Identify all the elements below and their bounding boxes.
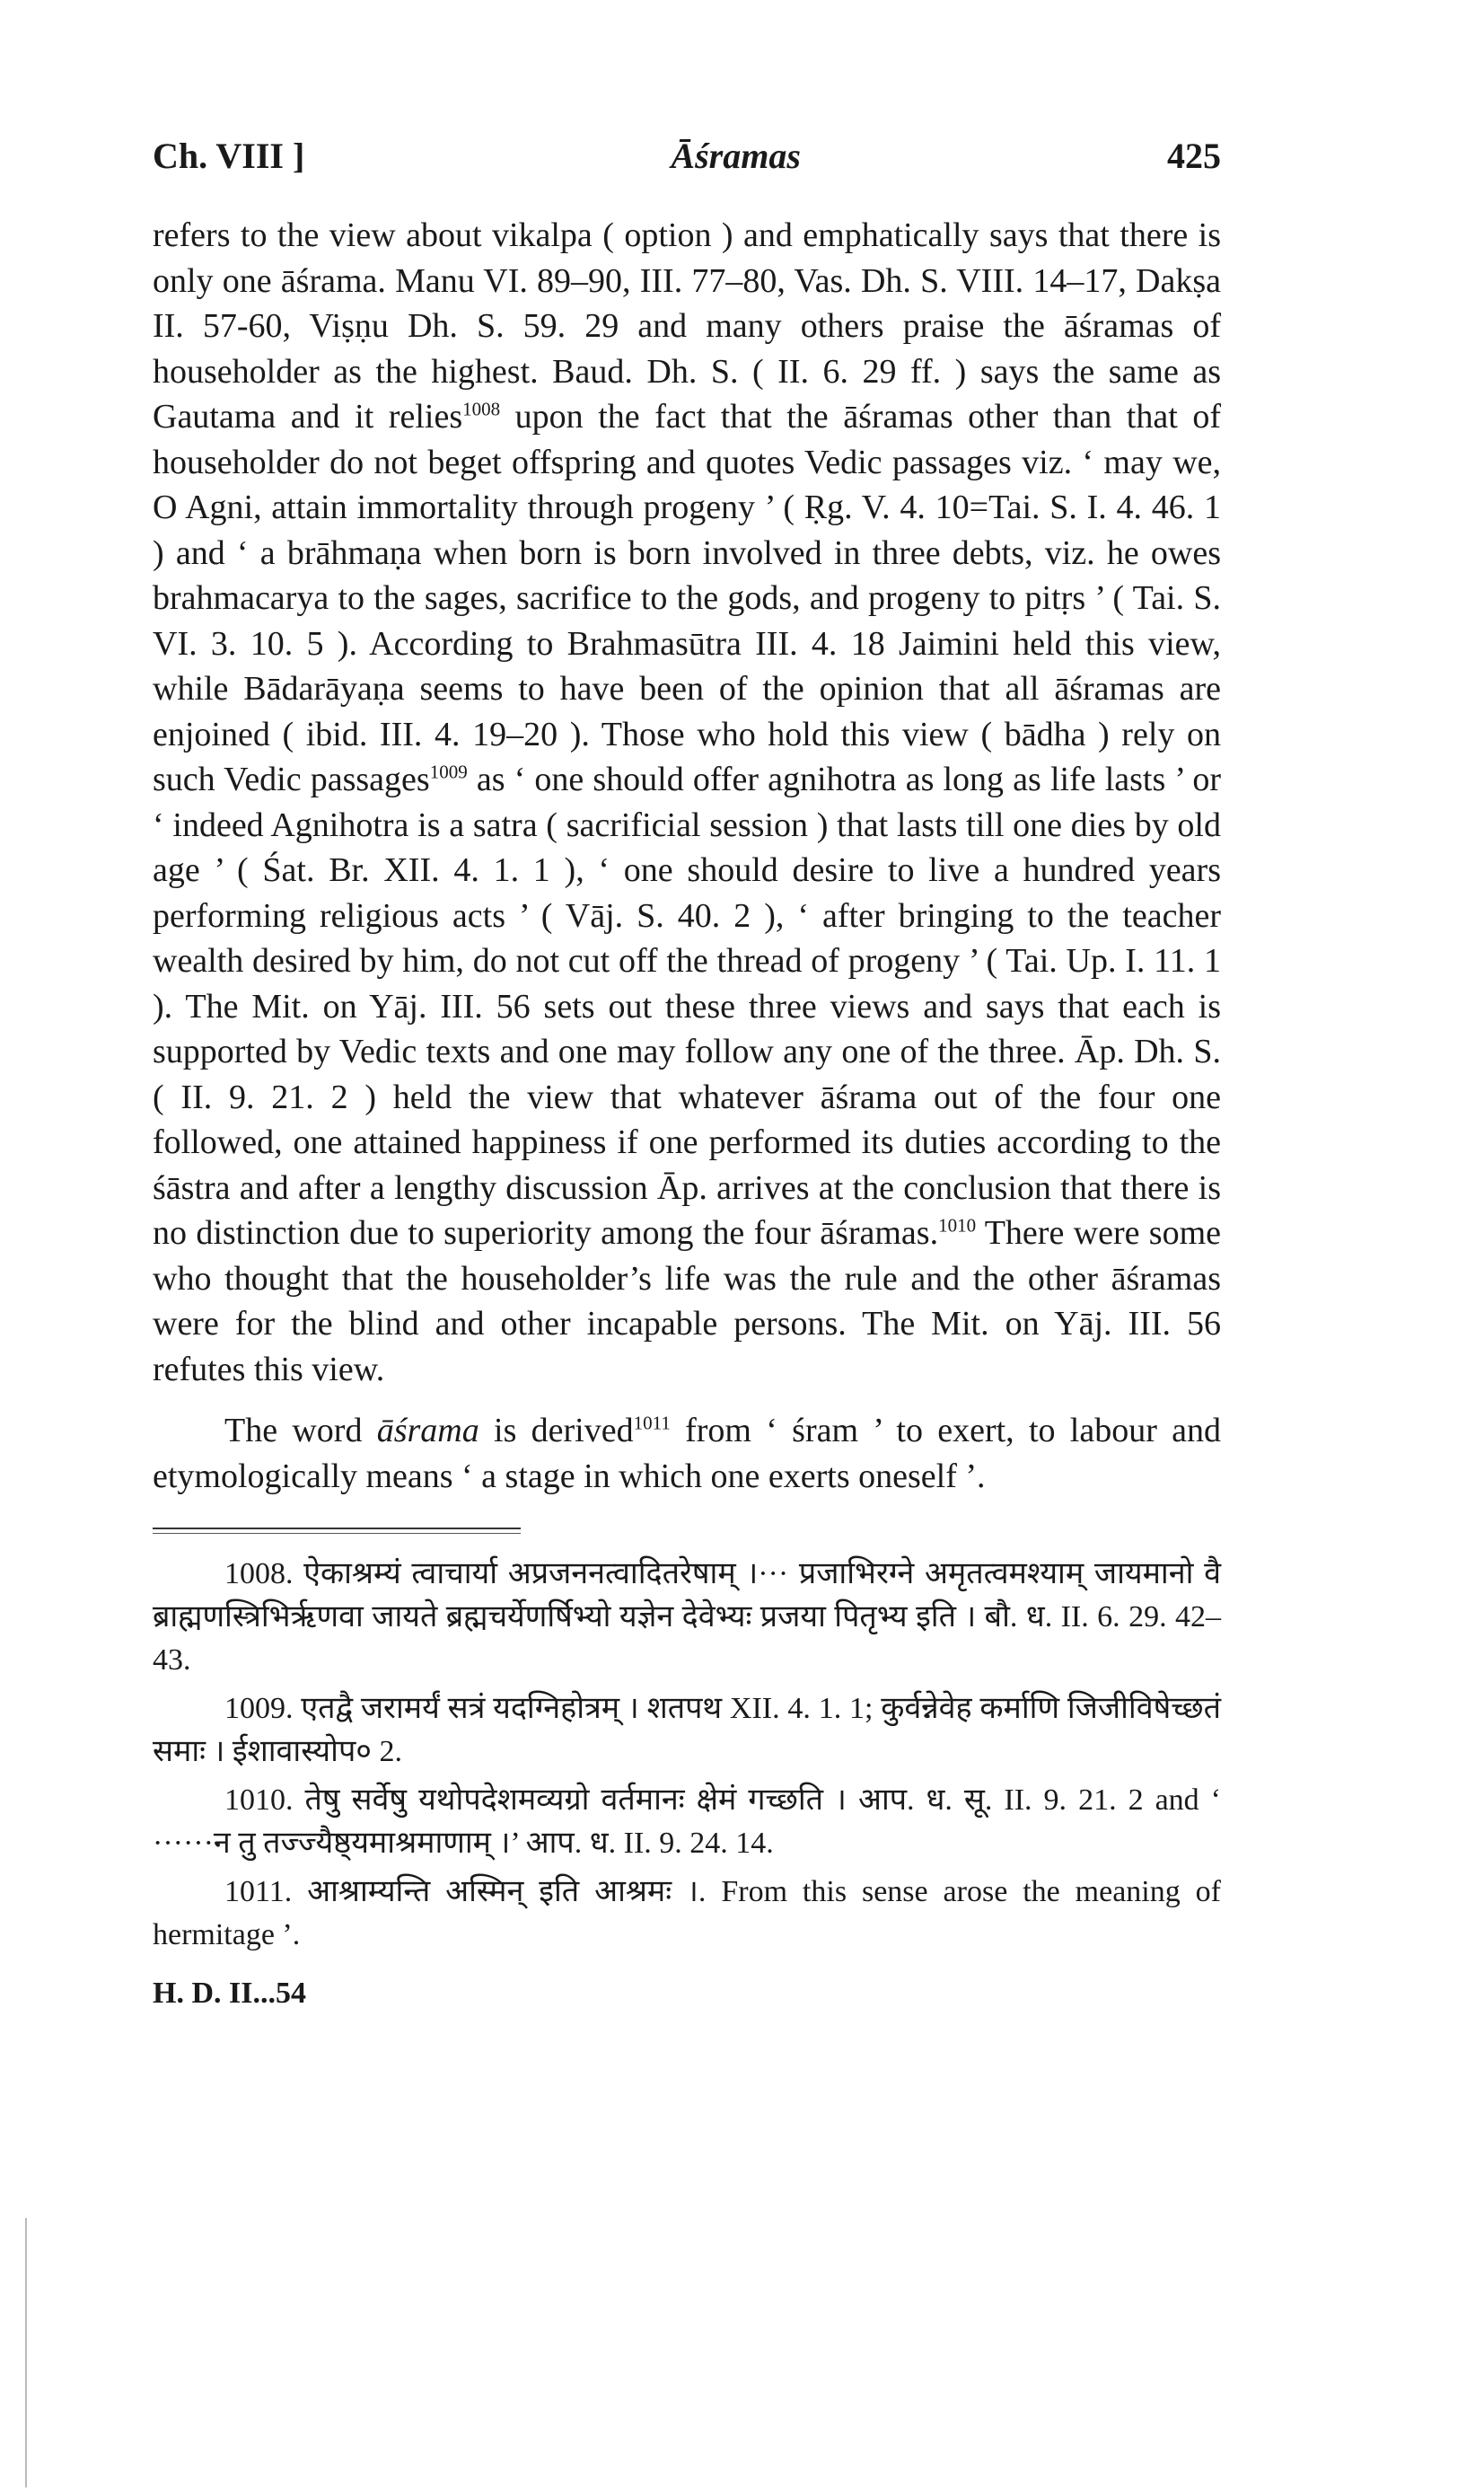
running-title: Āśramas [671,136,801,176]
text-run: upon the fact that the āśramas other than that of householder do not beget offspring and quotes Vedic passages viz. ‘ may we, O Agni, attain immortality through progeny ’ ( Ṛg. V. 4. 10=Tai. S. I. 4. 46. 1 ) and ‘ a brāhmaṇa when born is born involved in three debts, viz. he owes brahmacarya to the sages, sacrifice to the gods, and progeny to pitṛs ’ ( Tai. S. VI. 3. 10. 5 ). According to Brahmasūtra III. 4. 18 Jaimini held this view, while Bādarāyaṇa seems to have been of the opinion that all āśramas are enjoined ( ibid. III. 4. 19–20 ). Those who hold this view ( bādha ) rely on such Vedic passages [153,398,1221,798]
footnote-1009: 1009. एतद्वै जरामर्यं सत्रं यदग्निहोत्रम् । शतपथ XII. 4. 1. 1; कुर्वन्नेवेह कर्माणि जिजीविषेच्छतं समाः । ईशावास्योप० 2. [153,1692,1221,1768]
footnote-1011: 1011. आश्राम्यन्ति अस्मिन् इति आश्रमः ।. From this sense arose the meaning of hermitage ’. [153,1875,1221,1951]
footnote-ref-1008[interactable]: 1008 [462,398,501,420]
signature-mark: H. D. II...54 [153,1977,306,2010]
text-run: from ‘ śram ’ to exert, to labour and etymologically means ‘ a stage in which one exerts oneself ’. [153,1412,1221,1495]
footnote-ref-1010[interactable]: 1010 [938,1214,977,1237]
text-run: refers to the view about vikalpa ( option ) and emphatically says that there is only one āśrama. Manu VI. 89–90, III. 77–80, Vas. Dh. S. VIII. 14–17, Dakṣa II. 57-60, Viṣṇu Dh. S. 59. 29 and many others praise the āśramas of householder as the highest. Baud. Dh. S. ( II. 6. 29 ff. ) says the same as Gautama and it relies [153,216,1221,436]
body-text [153,213,1221,1499]
chapter-label: Ch. VIII ] [153,136,305,176]
text-run: as ‘ one should offer agnihotra as long as life lasts ’ or ‘ indeed Agnihotra is a satra ( sacrificial session ) that lasts till one dies by old age ’ ( Śat. Br. XII. 4. 1. 1 ), ‘ one should desire to live a hundred years performing religious acts ’ ( Vāj. S. 40. 2 ), ‘ after bringing to the teacher wealth desired by him, do not cut off the thread of progeny ’ ( Tai. Up. I. 11. 1 ). The Mit. on Yāj. III. 56 sets out these three views and says that each is supported by Vedic texts and one may follow any one of the three. Āp. Dh. S. ( II. 9. 21. 2 ) held the view that whatever āśrama out of the four one followed, one attained happiness if one performed its duties according to the śāstra and after a lengthy discussion Āp. arrives at the conclusion that there is no distinction due to superiority among the four āśramas. [153,761,1222,1252]
margin-scan-line [25,2218,27,2488]
footnote-ref-1009[interactable]: 1009 [429,761,468,783]
text-run: The word [224,1412,377,1449]
text-run: is derived [479,1412,634,1449]
footnote-1008: 1008. ऐकाश्रम्यं त्वाचार्या अप्रजननत्वादितरेषाम् ।··· प्रजाभिरग्ने अमृतत्वमश्याम् जायमानो वै ब्राह्मणस्त्रिभिर्ऋणवा जायते ब्रह्मचर्येणर्षिभ्यो यज्ञेन देवेभ्यः प्रजया पितृभ्य इति । बौ. ध. II. 6. 29. 42–43. [153,1557,1221,1677]
footnote-1010: 1010. तेषु सर्वेषु यथोपदेशमव्यग्रो वर्तमानः क्षेमं गच्छति । आप. ध. सू. II. 9. 21. 2 and ‘ ······न तु तज्ज्यैष्ठ्यमाश्रमाणाम् ।’ आप. ध. II. 9. 24. 14. [153,1783,1221,1860]
page-number: 425 [1166,136,1221,176]
running-header [153,135,1221,177]
text-run: There were some who thought that the householder’s life was the rule and the other āśramas were for the blind and other incapable persons. The Mit. on Yāj. III. 56 refutes this view. [153,1214,1222,1388]
footnote-separator [153,1528,521,1535]
term-asrama: āśrama [376,1412,479,1449]
paragraph-2 [153,1408,1221,1499]
footnotes [153,1553,1221,1957]
footnote-ref-1011[interactable]: 1011 [633,1412,671,1434]
paragraph-1 [153,213,1221,1392]
page [153,135,1221,2011]
